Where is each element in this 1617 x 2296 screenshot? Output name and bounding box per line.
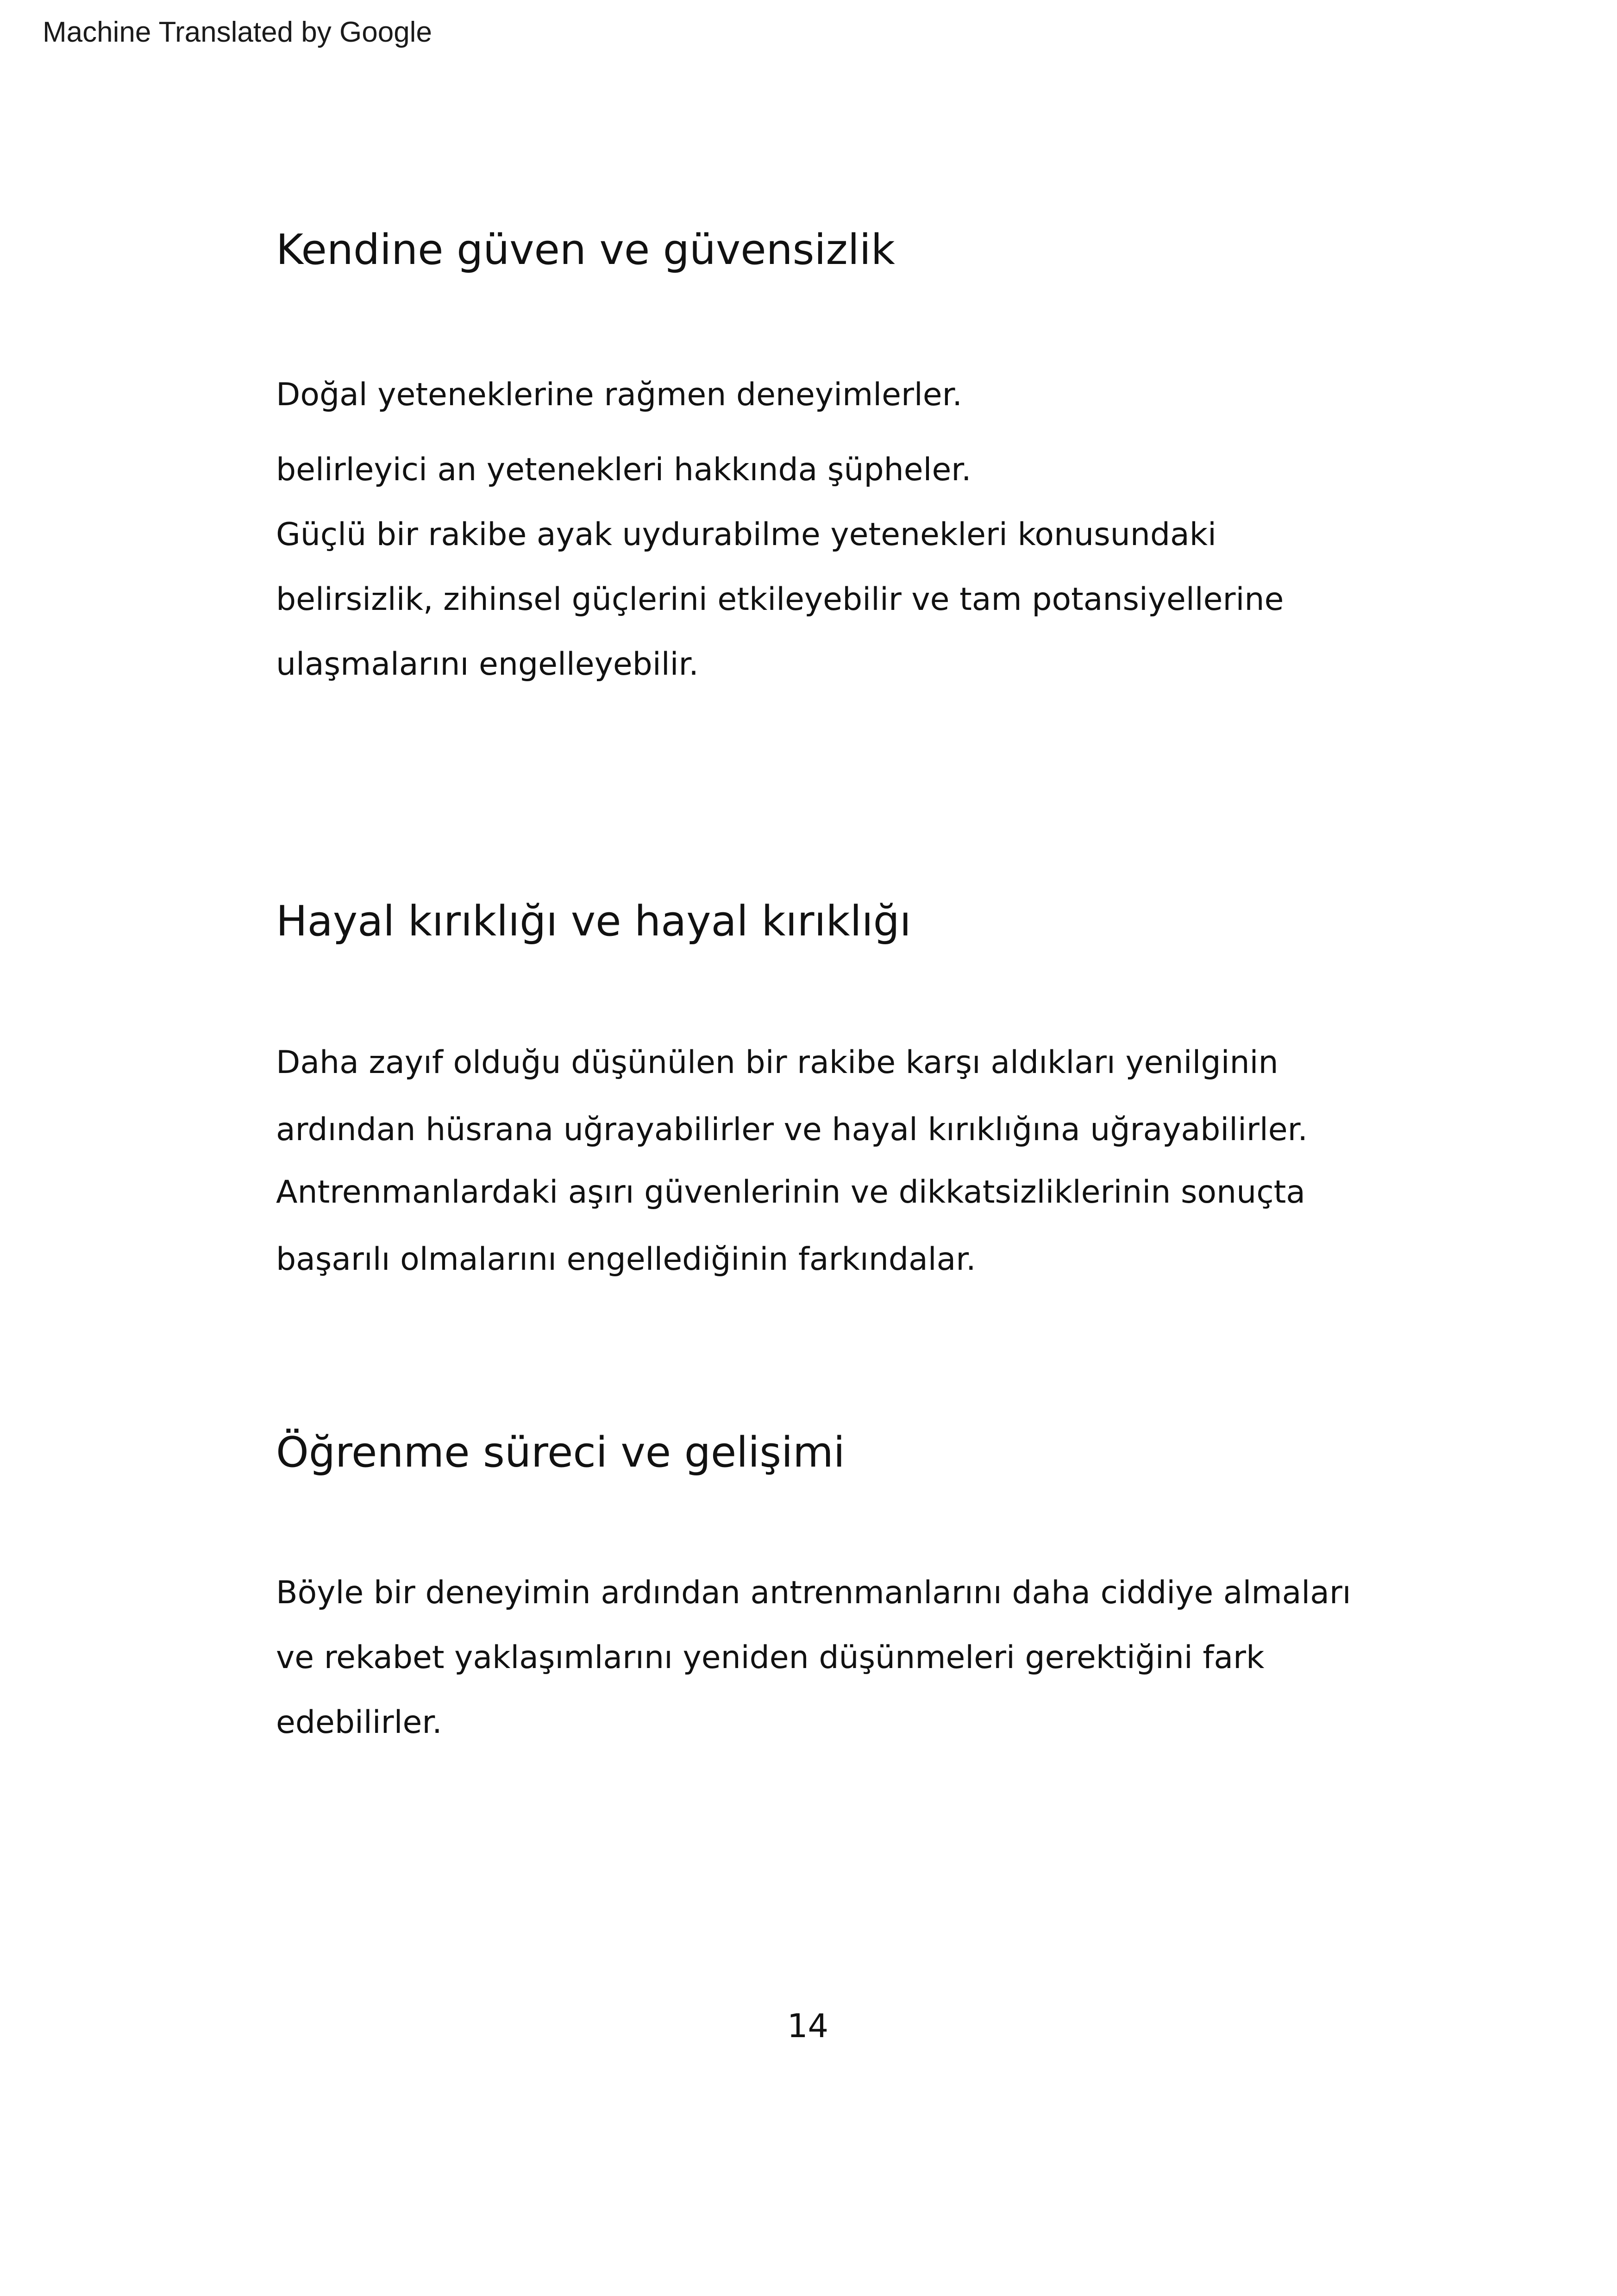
- paragraph-line: ulaşmalarını engelleyebilir.: [276, 646, 699, 683]
- paragraph-line: Daha zayıf olduğu düşünülen bir rakibe karşı aldıkları yenilginin: [276, 1044, 1279, 1081]
- section-heading-disappointment: Hayal kırıklığı ve hayal kırıklığı: [276, 897, 911, 946]
- page-number: 14: [787, 2007, 829, 2045]
- paragraph-line: ve rekabet yaklaşımlarını yeniden düşünmeleri gerektiğini fark: [276, 1639, 1265, 1676]
- paragraph-line: belirleyici an yetenekleri hakkında şüpheler.: [276, 452, 971, 488]
- paragraph-line: Doğal yeteneklerine rağmen deneyimlerler.: [276, 376, 962, 413]
- paragraph-line: Güçlü bir rakibe ayak uydurabilme yetenekleri konusundaki: [276, 516, 1216, 553]
- paragraph-line: ardından hüsrana uğrayabilirler ve hayal kırıklığına uğrayabilirler.: [276, 1111, 1308, 1148]
- paragraph-line: başarılı olmalarını engellediğinin farkındalar.: [276, 1241, 976, 1278]
- machine-translation-banner: Machine Translated by Google: [43, 16, 432, 48]
- paragraph-line: Antrenmanlardaki aşırı güvenlerinin ve dikkatsizliklerinin sonuçta: [276, 1174, 1305, 1211]
- section-heading-self-confidence: Kendine güven ve güvensizlik: [276, 226, 895, 274]
- paragraph-line: belirsizlik, zihinsel güçlerini etkileyebilir ve tam potansiyellerine: [276, 581, 1284, 618]
- section-heading-learning-process: Öğrenme süreci ve gelişimi: [276, 1428, 845, 1477]
- paragraph-line: edebilirler.: [276, 1704, 442, 1741]
- paragraph-line: Böyle bir deneyimin ardından antrenmanlarını daha ciddiye almaları: [276, 1575, 1351, 1611]
